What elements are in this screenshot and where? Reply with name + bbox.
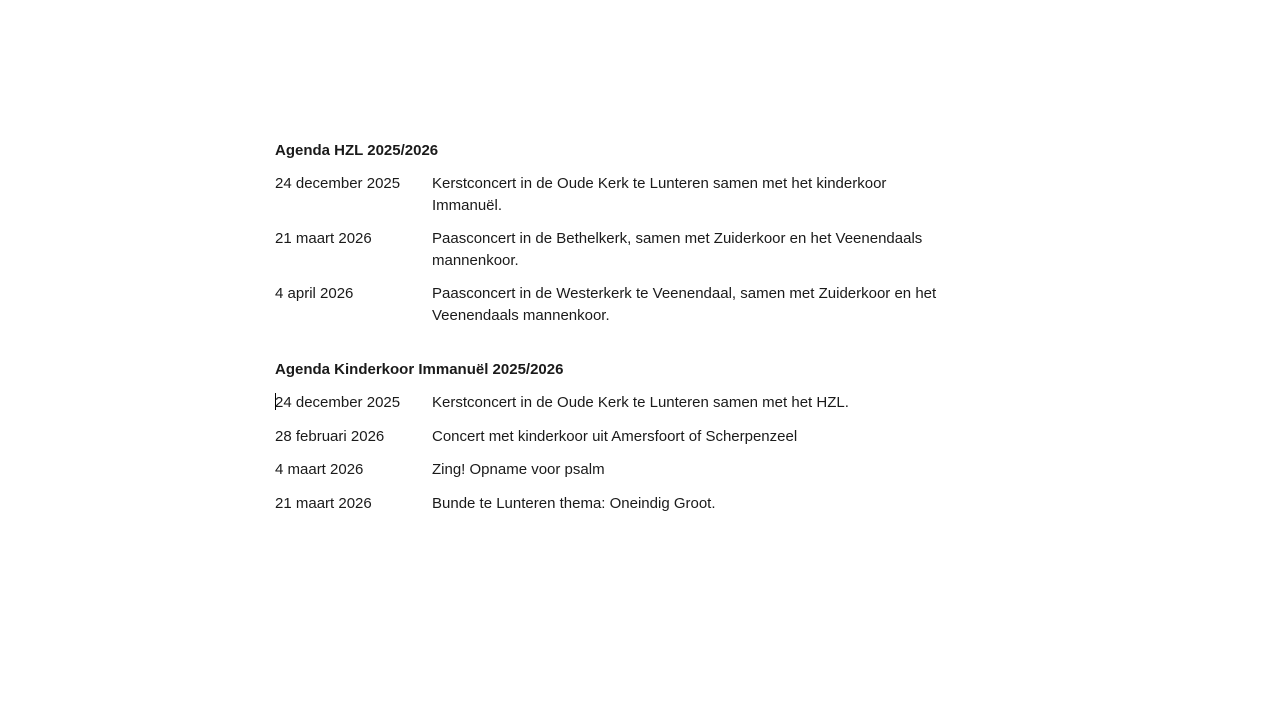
agenda-row <box>275 392 955 414</box>
event-date: 28 februari 2026 <box>275 427 385 445</box>
agenda-row <box>275 426 955 448</box>
event-description: Paasconcert in de Bethelkerk, samen met Zuiderkoor en het Veenendaals mannenkoor. <box>432 230 923 269</box>
event-description: Zing! Opname voor psalm <box>432 461 605 478</box>
event-description: Kerstconcert in de Oude Kerk te Lunteren samen met het kinderkoor Immanuël. <box>432 175 887 214</box>
agenda-kinderkoor-title: Agenda Kinderkoor Immanuël 2025/2026 <box>275 361 564 378</box>
agenda-row <box>275 173 955 216</box>
event-description: Concert met kinderkoor uit Amersfoort of Scherpenzeel <box>432 427 798 445</box>
event-date-text: 24 december 2025 <box>275 394 401 411</box>
document-page[interactable] <box>275 140 955 526</box>
agenda-row <box>275 228 955 271</box>
event-date <box>275 392 432 414</box>
event-date: 21 maart 2026 <box>275 494 372 512</box>
agenda-row <box>275 459 955 481</box>
agenda-kinderkoor-section <box>275 359 955 514</box>
event-date: 4 maart 2026 <box>275 461 364 478</box>
event-date: 24 december 2025 <box>275 175 401 192</box>
event-description: Bunde te Lunteren thema: Oneindig Groot. <box>432 494 716 512</box>
event-date: 4 april 2026 <box>275 285 354 302</box>
agenda-row <box>275 283 955 326</box>
event-date: 21 maart 2026 <box>275 230 372 247</box>
agenda-row <box>275 493 955 515</box>
agenda-hzl-title: Agenda HZL 2025/2026 <box>275 142 439 159</box>
event-description: Kerstconcert in de Oude Kerk te Lunteren samen met het HZL. <box>432 394 849 411</box>
event-description: Paasconcert in de Westerkerk te Veenendaal, samen met Zuiderkoor en het Veenendaals mannenkoor. <box>432 285 937 324</box>
agenda-hzl-section <box>275 140 955 326</box>
